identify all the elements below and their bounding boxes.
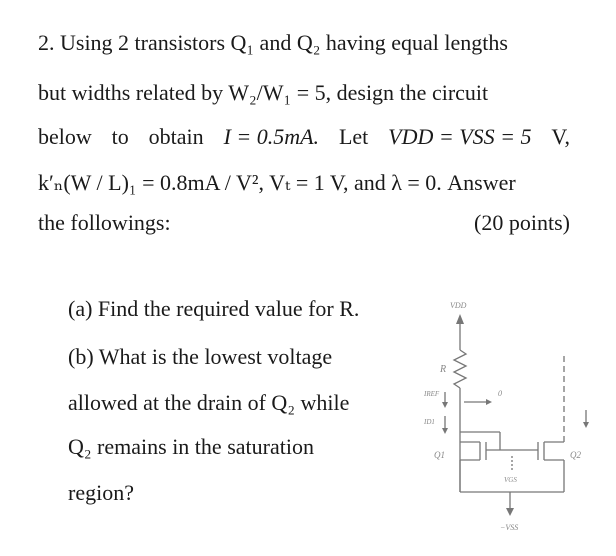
word-let: Let xyxy=(338,124,369,149)
r-label: R xyxy=(440,364,447,375)
vdd-label: VDD xyxy=(450,301,467,310)
vdd-arrow xyxy=(456,314,464,324)
question-b-line-1: (b) What is the lowest voltage xyxy=(68,344,333,369)
problem-line-2: but widths related by W₂/W₁ = 5, design the circuit xyxy=(38,80,489,105)
problem-line-3 xyxy=(38,126,570,148)
vss-label: −VSS xyxy=(500,523,519,532)
q1-label: Q1 xyxy=(434,450,445,460)
id1-arrow xyxy=(442,428,448,434)
question-b-line-3: Q₂ remains in the saturation xyxy=(68,434,314,459)
problem-line-4: k′ₙ(W / L)₁ = 0.8mA / V², Vₜ = 1 V, and λ = 0. Answer xyxy=(38,170,516,195)
word-volts: V, xyxy=(551,124,570,149)
question-b-line-2: allowed at the drain of Q₂ while xyxy=(68,390,350,415)
resistor-r xyxy=(454,350,466,388)
question-b-line-4: region? xyxy=(68,480,134,505)
id1-label: ID1 xyxy=(424,418,435,426)
problem-line-1: 2. Using 2 transistors Q₁ and Q₂ having equal lengths xyxy=(38,30,508,55)
followings-text: the followings: xyxy=(38,210,171,235)
problem-line-5 xyxy=(38,212,570,234)
current-spec: I = 0.5mA. xyxy=(223,124,320,149)
word-obtain: obtain xyxy=(148,124,204,149)
zero-label: 0 xyxy=(498,389,502,398)
question-a: (a) Find the required value for R. xyxy=(68,296,360,321)
word-below: below xyxy=(38,124,92,149)
q2-label: Q2 xyxy=(570,450,581,460)
vss-arrow xyxy=(506,508,514,516)
points-label: (20 points) xyxy=(474,210,570,235)
current-mirror-circuit xyxy=(400,292,600,542)
vgs-label: VGS xyxy=(504,476,517,484)
iref-arrow xyxy=(442,402,448,408)
gate-current-arrow xyxy=(486,399,492,405)
word-to: to xyxy=(111,124,129,149)
supply-spec: VDD = VSS = 5 xyxy=(388,124,532,149)
output-current-arrow xyxy=(583,422,589,428)
iref-label: IREF xyxy=(424,390,440,398)
